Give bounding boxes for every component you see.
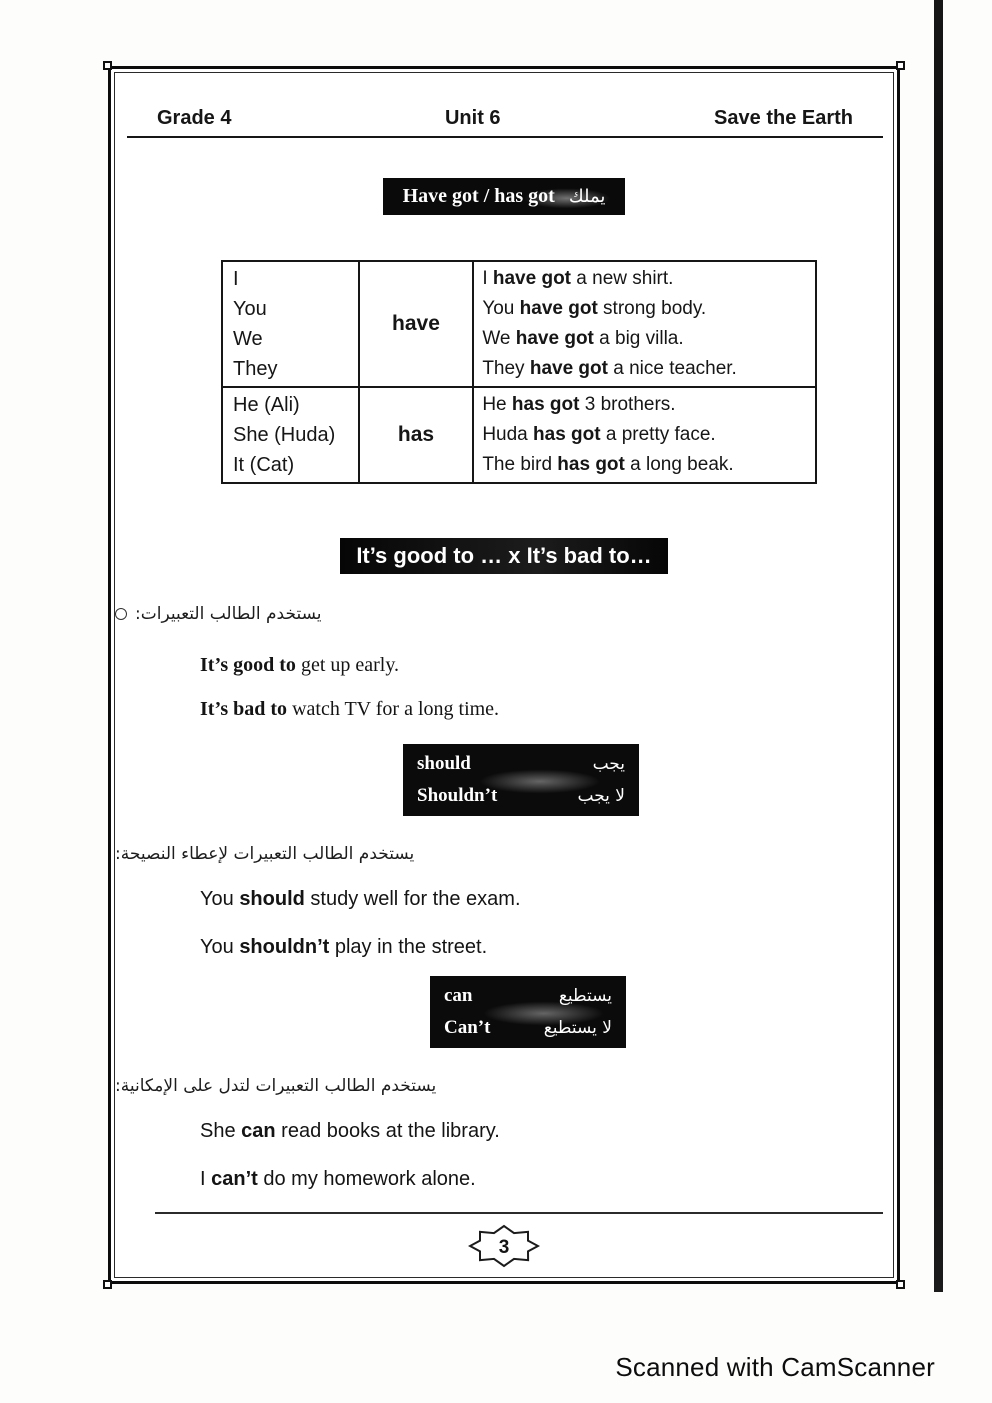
keyword-en: Shouldn’t xyxy=(417,785,498,806)
arabic-intro-expressions xyxy=(115,602,893,626)
sentence-bad: It’s bad to watch TV for a long time. xyxy=(200,698,500,720)
circle-bullet-icon xyxy=(115,608,127,620)
arabic-intro-ability xyxy=(115,1074,893,1098)
example-sentence: He has got 3 brothers. xyxy=(482,394,676,415)
banner-arabic: يملك xyxy=(568,186,606,207)
frame-corner-ornament xyxy=(103,61,112,70)
keyword-en: should xyxy=(417,753,471,774)
example-sentence: We have got a big villa. xyxy=(482,328,684,349)
footer-divider xyxy=(155,1212,883,1214)
subject: He (Ali) xyxy=(233,394,300,416)
example-sentence: Huda has got a pretty face. xyxy=(482,424,716,445)
keyword-en: Can’t xyxy=(444,1017,491,1038)
examples-cell xyxy=(473,387,816,483)
have-got-table xyxy=(221,260,817,484)
example-sentence: I have got a new shirt. xyxy=(482,268,674,289)
header-grade: Grade 4 xyxy=(157,107,232,129)
header-rule xyxy=(127,136,883,138)
burst-shape xyxy=(468,1224,540,1268)
keyword-en: can xyxy=(444,985,473,1006)
keyword-ar: يجب xyxy=(592,754,625,774)
keyword-row xyxy=(430,1012,626,1044)
arabic-text: يستخدم الطالب التعبيرات لتدل على الإمكانية: xyxy=(115,1076,437,1096)
page-header xyxy=(115,73,893,130)
frame-corner-ornament xyxy=(896,1280,905,1289)
subject: It (Cat) xyxy=(233,454,295,476)
arabic-intro-advice xyxy=(115,842,893,866)
subject: You xyxy=(233,298,267,320)
sentence-can: She can read books at the library. xyxy=(200,1120,500,1142)
header-title: Save the Earth xyxy=(714,107,853,129)
sentence-good: It’s good to get up early. xyxy=(200,654,400,676)
sentence-cant: I can’t do my homework alone. xyxy=(200,1168,476,1190)
subject: She (Huda) xyxy=(233,424,336,446)
arabic-text: يستخدم الطالب التعبيرات: xyxy=(135,604,322,624)
keyword-ar: لا يجب xyxy=(577,786,625,806)
camscanner-watermark: Scanned with CamScanner xyxy=(615,1352,935,1382)
banner-text: Have got / has got xyxy=(402,185,555,207)
keyword-row xyxy=(403,780,639,812)
have-got-banner xyxy=(383,178,626,215)
sentence-should: You should study well for the exam. xyxy=(200,888,521,910)
keyword-ar: يستطيع xyxy=(558,986,612,1006)
should-keyword-box xyxy=(403,744,639,816)
verb-cell: have xyxy=(359,261,474,387)
example-sentence: The bird has got a long beak. xyxy=(482,454,734,475)
examples-cell xyxy=(473,261,816,387)
scanner-edge-shadow xyxy=(934,0,943,1292)
subject: They xyxy=(233,358,278,380)
header-unit: Unit 6 xyxy=(444,107,501,129)
sentence-shouldnt: You shouldn’t play in the street. xyxy=(200,936,488,958)
example-sentence: You have got strong body. xyxy=(482,298,707,319)
subject: I xyxy=(233,268,239,290)
good-bad-banner: It’s good to … x It’s bad to… xyxy=(340,538,667,574)
arabic-text: يستخدم الطالب التعبيرات لإعطاء النصيحة: xyxy=(115,844,415,864)
keyword-row xyxy=(403,748,639,780)
subject-cell xyxy=(222,387,359,483)
document-frame xyxy=(108,66,900,1284)
can-keyword-box xyxy=(430,976,626,1048)
frame-corner-ornament xyxy=(896,61,905,70)
keyword-row xyxy=(430,980,626,1012)
document-inner-frame xyxy=(114,72,894,1278)
frame-corner-ornament xyxy=(103,1280,112,1289)
page-number-badge xyxy=(468,1224,540,1268)
page-number: 3 xyxy=(498,1237,510,1258)
table-row xyxy=(222,387,816,483)
table-row xyxy=(222,261,816,387)
example-sentence: They have got a nice teacher. xyxy=(482,358,737,379)
verb-cell: has xyxy=(359,387,474,483)
subject-cell xyxy=(222,261,359,387)
subject: We xyxy=(233,328,263,350)
keyword-ar: لا يستطيع xyxy=(543,1018,612,1038)
